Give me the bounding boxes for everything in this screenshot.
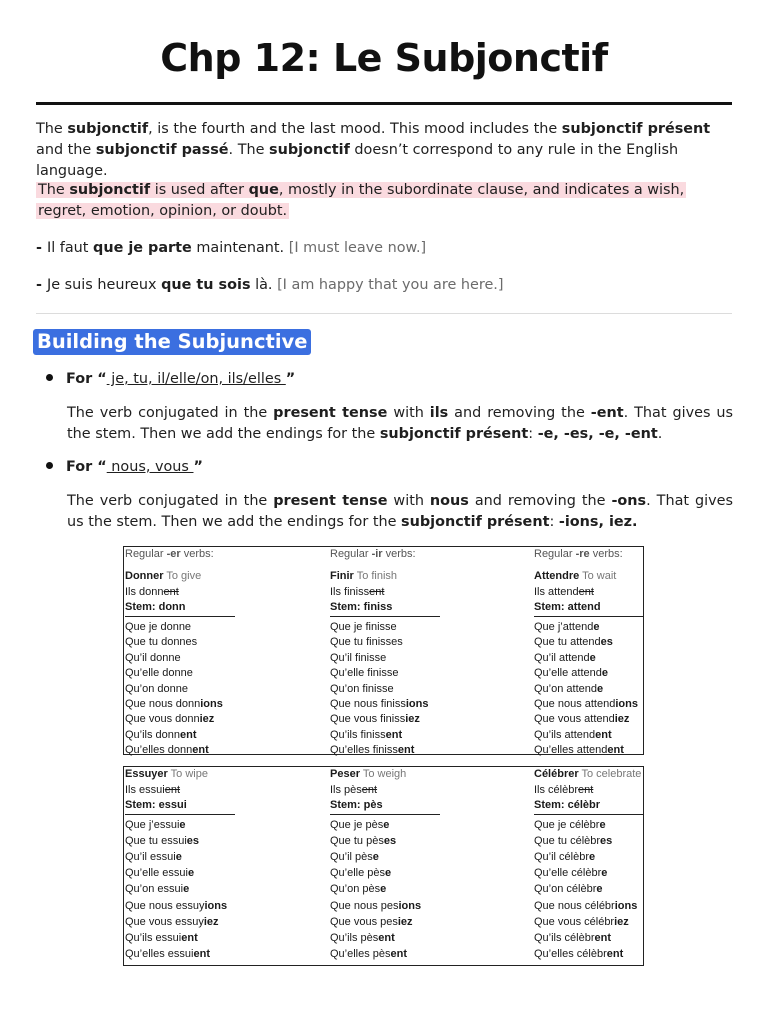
bold-text: -e, -es, -e, -ent bbox=[537, 426, 658, 442]
conjugation-row bbox=[125, 834, 199, 849]
bullet-dot-icon bbox=[46, 462, 53, 469]
ils-text: Ils essui bbox=[125, 784, 165, 796]
bold-text: -ent bbox=[590, 405, 624, 421]
conjugation-row bbox=[534, 931, 611, 946]
ending-text: ent bbox=[180, 728, 197, 741]
ending-text: ions bbox=[405, 698, 429, 710]
bullet-1-text bbox=[67, 403, 733, 445]
bold-text: -ons bbox=[611, 493, 647, 509]
ending-text: iez bbox=[397, 915, 413, 928]
bullet-label-prefix: For “ bbox=[66, 459, 107, 475]
ending-text: ent bbox=[378, 931, 395, 944]
ils-text: Ils pès bbox=[330, 784, 362, 796]
category-text: Regular bbox=[330, 548, 372, 560]
verb-name: Essuyer bbox=[125, 768, 168, 780]
ending-text: iez bbox=[405, 713, 420, 726]
form-text: Que tu essui bbox=[125, 835, 187, 848]
form-text: Qu’elles donn bbox=[125, 744, 193, 757]
conjugation-row bbox=[534, 697, 638, 712]
form-text: Que tu attend bbox=[534, 636, 601, 649]
category-text: verbs: bbox=[180, 548, 214, 560]
ending-text: ent bbox=[193, 947, 210, 960]
bullet-label-pronouns: je, tu, il/elle/on, ils/elles bbox=[106, 371, 286, 387]
ils-form bbox=[330, 783, 377, 798]
ils-text: Ils finiss bbox=[330, 586, 370, 598]
conjugation-table-regular bbox=[123, 546, 644, 755]
ils-text: Ils donn bbox=[125, 586, 164, 598]
bold-text: subjonctif présent bbox=[561, 121, 711, 137]
conjugation-row bbox=[330, 899, 421, 914]
removed-ending: ent bbox=[361, 784, 378, 796]
stem-label bbox=[534, 798, 600, 813]
conjugation-row bbox=[330, 743, 414, 758]
conjugation-row bbox=[330, 712, 420, 727]
bold-text: present tense bbox=[273, 405, 388, 421]
title-divider bbox=[36, 102, 732, 105]
bold-text: subjonctif passé bbox=[95, 142, 229, 158]
ending-text: iez bbox=[199, 713, 215, 726]
verb-translation: To finish bbox=[353, 570, 398, 582]
ending-text: ent bbox=[606, 947, 624, 960]
example-2 bbox=[36, 275, 736, 296]
verb-name: Donner bbox=[125, 570, 164, 582]
form-text: Qu’elle donne bbox=[125, 667, 193, 680]
conjugation-row bbox=[330, 931, 395, 946]
bold-text: - bbox=[36, 240, 47, 256]
stem-label bbox=[125, 600, 186, 615]
form-text: Que vous essuy bbox=[125, 915, 204, 928]
text-run: , mostly in the subordinate clause, and indicates a wish, regret, emotion, opinion, or doubt. bbox=[38, 182, 685, 219]
conjugation-row bbox=[125, 899, 227, 914]
form-text: Qu’on pès bbox=[330, 883, 381, 896]
conjugation-row bbox=[125, 850, 182, 865]
verb-name: Peser bbox=[330, 768, 360, 780]
verb-translation: To celebrate bbox=[578, 768, 642, 780]
form-text: Que nous célébr bbox=[534, 899, 615, 912]
form-text: Qu’elles attend bbox=[534, 744, 608, 757]
ils-form bbox=[534, 585, 594, 600]
stem-separator bbox=[330, 814, 440, 815]
ending-text: e bbox=[589, 851, 596, 864]
ending-text: e bbox=[601, 867, 608, 880]
conjugation-row bbox=[125, 620, 191, 635]
conjugation-row bbox=[534, 712, 629, 727]
form-text: Qu’elles essui bbox=[125, 947, 194, 960]
conjugation-row bbox=[330, 666, 398, 681]
conjugation-row bbox=[534, 866, 607, 881]
text-run: Il faut bbox=[46, 240, 94, 256]
text-run: . That gives us the stem. Then we add the endings for the bbox=[67, 493, 733, 530]
page-title: Chp 12: Le Subjonctif bbox=[160, 36, 608, 80]
form-text: Que vous pes bbox=[330, 915, 398, 928]
form-text: Qu’elle célèbr bbox=[534, 867, 602, 880]
ending-text: ions bbox=[200, 698, 223, 710]
verb-category bbox=[125, 547, 214, 562]
text-run: and the bbox=[36, 142, 96, 158]
form-text: Qu’il attend bbox=[534, 651, 590, 664]
conjugation-row bbox=[534, 882, 603, 897]
conjugation-row bbox=[534, 651, 596, 666]
form-text: Que vous donn bbox=[125, 713, 200, 726]
verb-category bbox=[534, 547, 623, 562]
intro-paragraph-1 bbox=[36, 119, 736, 182]
bold-text: subjonctif présent bbox=[379, 426, 529, 442]
conjugation-row bbox=[330, 651, 386, 666]
bullet-2 bbox=[46, 457, 203, 478]
bullet-2-text bbox=[67, 491, 733, 533]
conjugation-row bbox=[534, 818, 606, 833]
bold-text: que bbox=[248, 182, 279, 198]
form-text: Que je célèbr bbox=[534, 819, 600, 831]
conjugation-row bbox=[330, 834, 396, 849]
bold-text: ils bbox=[429, 405, 449, 421]
ending-text: ent bbox=[390, 947, 408, 960]
stem-label bbox=[125, 798, 187, 813]
ending-text: iez bbox=[614, 915, 629, 928]
stem-text: Stem: célèbr bbox=[534, 799, 601, 811]
form-text: Que je pès bbox=[330, 819, 384, 831]
form-text: Que tu célèbr bbox=[534, 835, 601, 848]
category-text: Regular bbox=[534, 548, 576, 560]
text-run: . That gives us the stem. Then we add the endings for the bbox=[67, 405, 733, 442]
text-run: . The bbox=[228, 142, 270, 158]
bullet-label-prefix: For “ bbox=[66, 371, 107, 387]
category-text: -er bbox=[166, 548, 181, 560]
form-text: Qu’il pès bbox=[330, 851, 373, 864]
ils-form bbox=[534, 783, 593, 798]
ending-text: ions bbox=[204, 899, 228, 912]
stem-text: Stem: essui bbox=[125, 799, 187, 811]
verb-name: Attendre bbox=[534, 570, 580, 582]
conjugation-row bbox=[534, 682, 603, 697]
category-text: verbs: bbox=[382, 548, 416, 560]
form-text: Qu’ils finiss bbox=[330, 728, 386, 741]
form-text: Que je donne bbox=[125, 621, 192, 633]
conjugation-row bbox=[534, 635, 613, 650]
category-text: Regular bbox=[125, 548, 167, 560]
verb-infinitive bbox=[330, 569, 397, 584]
ending-text: ent bbox=[385, 728, 403, 741]
form-text: Qu’ils essui bbox=[125, 931, 182, 944]
verb-category bbox=[330, 547, 416, 562]
text-run: maintenant. bbox=[191, 240, 289, 256]
conjugation-row bbox=[125, 697, 223, 712]
stem-label bbox=[534, 600, 601, 615]
ending-text: es bbox=[383, 835, 397, 848]
conjugation-row bbox=[330, 947, 407, 962]
conjugation-row bbox=[125, 635, 197, 650]
form-text: Que tu donnes bbox=[125, 636, 198, 649]
form-text: Que j’essui bbox=[125, 819, 180, 831]
conjugation-row bbox=[534, 666, 608, 681]
stem-separator bbox=[534, 814, 644, 815]
conjugation-row bbox=[534, 899, 637, 914]
intro-paragraph-2 bbox=[36, 180, 736, 222]
ending-text: ent bbox=[397, 744, 415, 757]
verb-translation: To give bbox=[163, 570, 202, 582]
bold-text: que tu sois bbox=[161, 277, 251, 293]
ending-text: iez bbox=[614, 713, 630, 726]
form-text: Qu’elles finiss bbox=[330, 744, 398, 757]
conjugation-row bbox=[330, 850, 379, 865]
form-text: Que tu pès bbox=[330, 835, 384, 848]
removed-ending: ent bbox=[163, 586, 179, 598]
verb-translation: To wait bbox=[579, 570, 617, 582]
ils-form bbox=[125, 585, 179, 600]
form-text: Qu’elle pès bbox=[330, 867, 386, 880]
verb-infinitive bbox=[330, 767, 406, 782]
ending-text: e bbox=[380, 883, 387, 896]
example-1 bbox=[36, 238, 736, 259]
ending-text: ions bbox=[614, 899, 638, 912]
text-run: : bbox=[528, 426, 538, 442]
ending-text: e bbox=[183, 883, 190, 896]
form-text: Que je finisse bbox=[330, 621, 397, 633]
ending-text: e bbox=[175, 851, 182, 864]
text-run: Je suis heureux bbox=[46, 277, 162, 293]
ending-text: ent bbox=[607, 744, 624, 757]
form-text: Qu’on essui bbox=[125, 883, 184, 896]
text-run: , is the fourth and the last mood. This mood includes the bbox=[148, 121, 562, 137]
bold-text: subjonctif présent bbox=[401, 514, 550, 530]
ending-text: es bbox=[600, 835, 613, 848]
conjugation-row bbox=[125, 818, 186, 833]
stem-label bbox=[330, 798, 383, 813]
category-text: -ir bbox=[371, 548, 383, 560]
text-run: . bbox=[657, 426, 663, 442]
stem-separator bbox=[534, 616, 644, 617]
form-text: Qu’ils donn bbox=[125, 728, 181, 741]
ending-text: es bbox=[186, 835, 200, 848]
ending-text: ent bbox=[192, 744, 209, 757]
ending-text: e bbox=[599, 819, 606, 831]
form-text: Qu’elles pès bbox=[330, 947, 391, 960]
verb-infinitive bbox=[534, 569, 616, 584]
verb-infinitive bbox=[125, 767, 208, 782]
stem-text: Stem: donn bbox=[125, 601, 186, 613]
form-text: Qu’il donne bbox=[125, 651, 181, 664]
ending-text: e bbox=[385, 867, 392, 880]
bullet-label-suffix: ” bbox=[285, 371, 296, 387]
form-text: Qu’ils pès bbox=[330, 931, 379, 944]
text-run: with bbox=[387, 493, 430, 509]
conjugation-row bbox=[330, 728, 402, 743]
ending-text: e bbox=[597, 682, 604, 695]
conjugation-row bbox=[125, 712, 214, 727]
ending-text: ent bbox=[595, 728, 612, 741]
conjugation-row bbox=[330, 818, 389, 833]
ils-form bbox=[125, 783, 180, 798]
bold-text: present tense bbox=[273, 493, 388, 509]
text-run: The bbox=[38, 182, 70, 198]
form-text: Qu’il finisse bbox=[330, 651, 387, 664]
translation-text: [I am happy that you are here.] bbox=[277, 277, 504, 293]
translation-text: [I must leave now.] bbox=[288, 240, 427, 256]
ending-text: ions bbox=[615, 698, 638, 710]
conjugation-row bbox=[534, 915, 629, 930]
stem-text: Stem: pès bbox=[330, 799, 383, 811]
ending-text: iez bbox=[203, 915, 219, 928]
stem-label bbox=[330, 600, 392, 615]
conjugation-row bbox=[330, 915, 413, 930]
conjugation-row bbox=[330, 620, 397, 635]
conjugation-row bbox=[534, 834, 612, 849]
text-run: The verb conjugated in the bbox=[67, 405, 274, 421]
bold-text: subjonctif bbox=[269, 142, 350, 158]
form-text: Qu’ils célèbr bbox=[534, 931, 595, 944]
form-text: Qu’elle attend bbox=[534, 667, 602, 680]
conjugation-row bbox=[125, 682, 188, 697]
text-run: là. bbox=[250, 277, 278, 293]
stem-separator bbox=[125, 814, 235, 815]
ending-text: ent bbox=[181, 931, 198, 944]
form-text: Qu’on donne bbox=[125, 682, 188, 695]
conjugation-row bbox=[534, 850, 595, 865]
conjugation-row bbox=[330, 682, 394, 697]
form-text: Que nous pes bbox=[330, 899, 399, 912]
conjugation-row bbox=[534, 947, 623, 962]
conjugation-row bbox=[330, 882, 386, 897]
bullet-label-suffix: ” bbox=[193, 459, 203, 475]
conjugation-row bbox=[125, 915, 219, 930]
ending-text: es bbox=[600, 636, 613, 649]
bullet-1 bbox=[46, 369, 295, 390]
verb-infinitive bbox=[534, 767, 641, 782]
form-text: Que tu finisses bbox=[330, 636, 403, 649]
conjugation-row bbox=[125, 728, 197, 743]
form-text: Qu’elle essui bbox=[125, 867, 188, 880]
ending-text: e bbox=[596, 883, 603, 896]
removed-ending: ent bbox=[369, 586, 385, 598]
ils-text: Ils attend bbox=[534, 586, 579, 598]
form-text: Que j’attend bbox=[534, 621, 594, 633]
ils-text: Ils célèbr bbox=[534, 784, 579, 796]
form-text: Qu’ils attend bbox=[534, 728, 596, 741]
form-text: Que nous attend bbox=[534, 698, 616, 710]
conjugation-table-stem-changing bbox=[123, 766, 644, 966]
conjugation-row bbox=[330, 697, 428, 712]
ending-text: e bbox=[601, 667, 609, 680]
text-run: The verb conjugated in the bbox=[67, 493, 274, 509]
verb-name: Finir bbox=[330, 570, 354, 582]
verb-translation: To weigh bbox=[359, 768, 407, 780]
removed-ending: ent bbox=[578, 784, 594, 796]
conjugation-row bbox=[125, 651, 181, 666]
removed-ending: ent bbox=[164, 784, 181, 796]
conjugation-row bbox=[534, 620, 599, 635]
verb-translation: To wipe bbox=[167, 768, 208, 780]
text-run: with bbox=[387, 405, 430, 421]
form-text: Qu’il essui bbox=[125, 851, 176, 864]
bold-text: subjonctif bbox=[69, 182, 151, 198]
text-run: and removing the bbox=[448, 405, 591, 421]
form-text: Que nous donn bbox=[125, 698, 201, 710]
section-heading: Building the Subjunctive bbox=[33, 329, 311, 355]
ils-form bbox=[330, 585, 384, 600]
form-text: Qu’on finisse bbox=[330, 682, 394, 695]
bold-text: nous bbox=[429, 493, 469, 509]
text-run: and removing the bbox=[468, 493, 612, 509]
bullet-dot-icon bbox=[46, 374, 53, 381]
conjugation-row bbox=[330, 866, 391, 881]
text-run: doesn’t correspond to any rule in the English language. bbox=[36, 142, 679, 179]
form-text: Que vous célébr bbox=[534, 915, 615, 928]
conjugation-row bbox=[534, 728, 612, 743]
stem-separator bbox=[330, 616, 440, 617]
form-text: Qu’elle finisse bbox=[330, 667, 399, 680]
form-text: Que nous finiss bbox=[330, 698, 406, 710]
text-run: The bbox=[36, 121, 68, 137]
category-text: verbs: bbox=[589, 548, 623, 560]
bold-text: -ions, iez. bbox=[558, 514, 638, 530]
ending-text: e bbox=[187, 867, 195, 880]
form-text: Qu’on célèbr bbox=[534, 883, 597, 896]
ending-text: e bbox=[179, 819, 186, 831]
ending-text: e bbox=[593, 621, 600, 633]
ending-text: ions bbox=[398, 899, 422, 912]
conjugation-row bbox=[125, 882, 189, 897]
verb-infinitive bbox=[125, 569, 201, 584]
form-text: Que nous essuy bbox=[125, 899, 205, 912]
removed-ending: ent bbox=[578, 586, 594, 598]
conjugation-row bbox=[534, 743, 624, 758]
conjugation-row bbox=[330, 635, 403, 650]
form-text: Qu’elles célèbr bbox=[534, 947, 607, 960]
ending-text: e bbox=[383, 819, 390, 831]
verb-name: Célébrer bbox=[534, 768, 579, 780]
form-text: Que vous finiss bbox=[330, 713, 406, 726]
category-text: -re bbox=[575, 548, 590, 560]
section-divider bbox=[36, 313, 732, 314]
bullet-label-pronouns: nous, vous bbox=[106, 459, 194, 475]
highlighted-text bbox=[36, 182, 686, 219]
conjugation-row bbox=[125, 866, 194, 881]
ending-text: e bbox=[589, 651, 596, 664]
bold-text: que je parte bbox=[93, 240, 192, 256]
form-text: Que vous attend bbox=[534, 713, 615, 726]
stem-text: Stem: attend bbox=[534, 601, 601, 613]
stem-separator bbox=[125, 616, 235, 617]
form-text: Qu’il célèbr bbox=[534, 851, 590, 864]
bold-text: subjonctif bbox=[67, 121, 149, 137]
ending-text: ent bbox=[594, 931, 612, 944]
text-run: : bbox=[549, 514, 559, 530]
form-text: Qu’on attend bbox=[534, 682, 597, 695]
conjugation-row bbox=[125, 931, 198, 946]
bold-text: - bbox=[36, 277, 47, 293]
conjugation-row bbox=[125, 666, 193, 681]
text-run: is used after bbox=[150, 182, 249, 198]
stem-text: Stem: finiss bbox=[330, 601, 393, 613]
conjugation-row bbox=[125, 743, 209, 758]
conjugation-row bbox=[125, 947, 210, 962]
ending-text: e bbox=[372, 851, 379, 864]
